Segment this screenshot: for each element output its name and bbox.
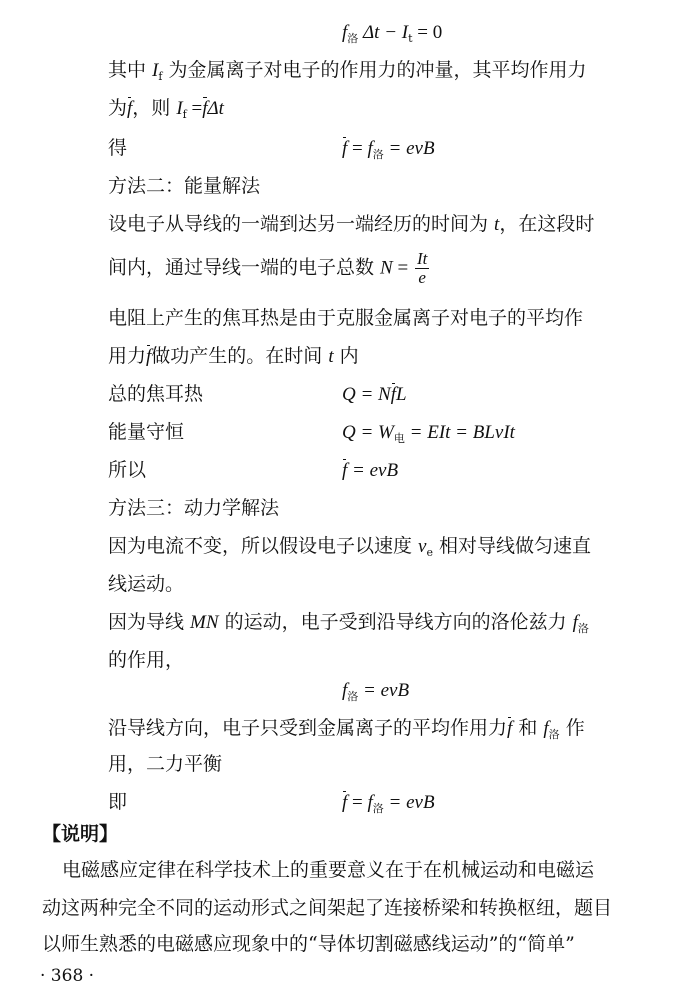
equation-joule: Q = NfL: [342, 380, 407, 409]
paragraph-line: 电磁感应定律在科学技术上的重要意义在于在机械运动和电磁运: [62, 859, 595, 881]
paragraph-line: 动这两种完全不同的运动形式之间架起了连接桥梁和转换枢纽，题目: [42, 897, 613, 919]
method-heading: 方法二：能量解法: [108, 175, 261, 197]
section-heading-explanation: 【说明】: [42, 823, 119, 845]
equation-result: $f = f_洛$ = evB: [342, 788, 435, 823]
page-number: · 368 ·: [40, 966, 95, 986]
text-line: 为f，则 $I_f =f\Delta t$: [108, 97, 224, 121]
text-line: 间内，通过导线一端的电子总数 N = $\frac{It}{e}$: [108, 249, 428, 287]
equation-energy: $Q = W_电$ = EIt = BLvIt: [342, 422, 515, 445]
text-line: 所以: [108, 459, 147, 481]
equation-lorentz: $f_洛$ = evB: [342, 680, 410, 703]
fraction: $\frac{It}{e}$: [416, 249, 428, 287]
text-line: 沿导线方向，电子只受到金属离子的平均作用力f 和 $f_洛$ 作: [108, 717, 585, 741]
method-heading: 方法三：动力学解法: [108, 497, 280, 519]
text-line: 的作用，: [108, 649, 185, 671]
text-line: 即: [108, 791, 128, 813]
text-line: 因为导线 MN 的运动，电子受到沿导线方向的洛伦兹力 $f_洛$: [108, 611, 589, 635]
text-line: 设电子从导线的一端到达另一端经历的时间为 t，在这段时: [108, 213, 595, 235]
text-line: 用，二力平衡: [108, 753, 223, 775]
equation-lorentz-impulse: $f_洛$ $\Delta t - I_t = 0$: [342, 22, 443, 45]
text-line: 其中 $I_f$ 为金属离子对电子的作用力的冲量，其平均作用力: [108, 59, 587, 83]
text-line: 得: [108, 137, 128, 159]
text-line: 能量守恒: [108, 421, 185, 443]
text-line: 因为电流不变，所以假设电子以速度 $v_e$ 相对导线做匀速直: [108, 535, 592, 559]
equation-result: $f = f_洛$ = evB: [342, 134, 435, 169]
text-line: 电阻上产生的焦耳热是由于克服金属离子对电子的平均作: [108, 307, 584, 329]
text-line: 用力f做功产生的。在时间 t 内: [108, 342, 359, 371]
equation-result: f = evB: [342, 456, 398, 485]
paragraph-line: 以师生熟悉的电磁感应现象中的“导体切割磁感线运动”的“简单”: [42, 933, 575, 955]
text-line: 总的焦耳热: [108, 383, 204, 405]
text-line: 线运动。: [108, 573, 185, 595]
